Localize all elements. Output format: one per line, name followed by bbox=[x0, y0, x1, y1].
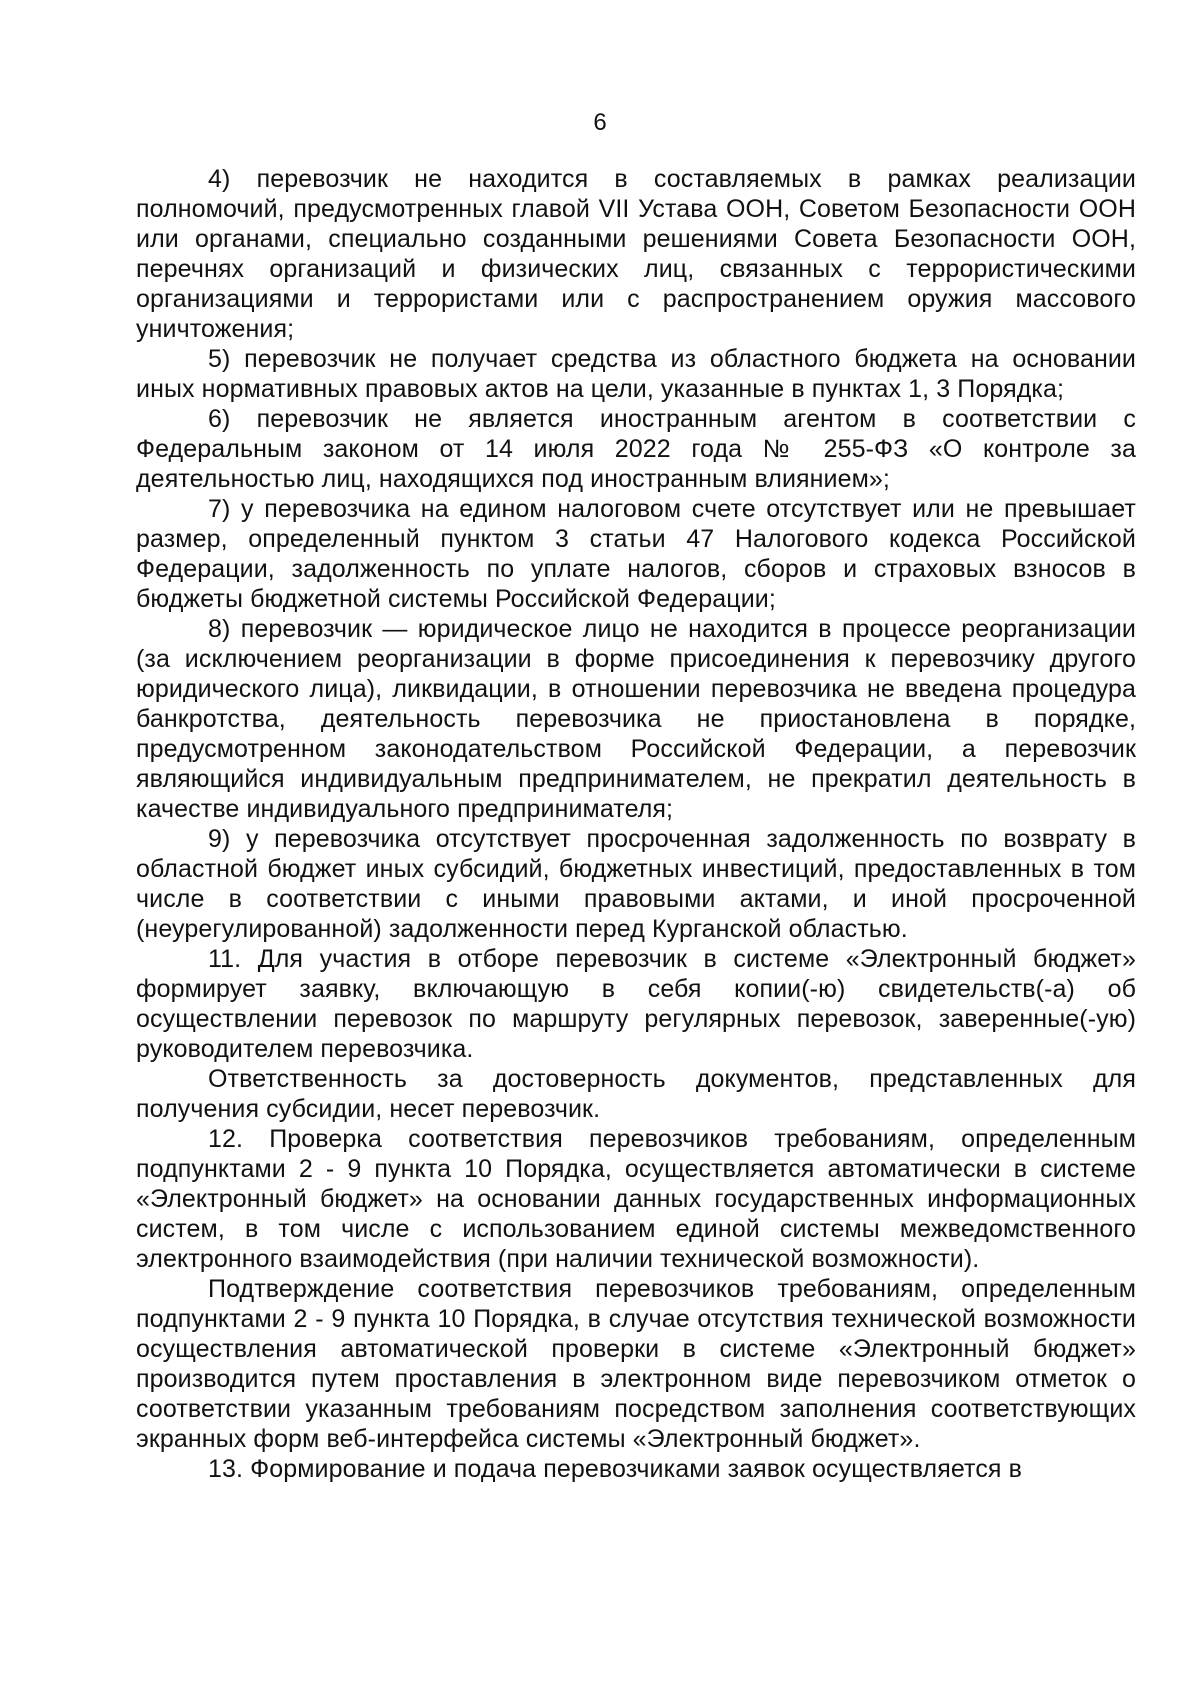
paragraph-clause-12: 12. Проверка соответствия перевозчиков требованиям, определенным подпунктами 2 - 9 пункта 10 Порядка, осуществляется автоматически в системе «Электронный бюджет» на основании данных государственных информационных систем, в том числе с использованием единой системы межведомственного электронного взаимодействия (при наличии технической возможности). bbox=[136, 1125, 1136, 1273]
paragraph-clause-13: 13. Формирование и подача перевозчиками заявок осуществляется в bbox=[208, 1455, 1022, 1483]
paragraph-item-8: 8) перевозчик — юридическое лицо не находится в процессе реорганизации (за исключением реорганизации в форме присоединения к перевозчику другого юридического лица), ликвидации, в отношении перевозчика не введена процедура банкротства, деятельность перевозчика не приостановлена в порядке, предусмотренном законодательством Российской Федерации, а перевозчик являющийся индивидуальным предпринимателем, не прекратил деятельность в качестве индивидуального предпринимателя; bbox=[136, 615, 1136, 823]
document-body bbox=[136, 164, 1136, 1484]
paragraph-item-9: 9) у перевозчика отсутствует просроченная задолженность по возврату в областной бюджет иных субсидий, бюджетных инвестиций, предоставленных в том числе в соответствии с иными правовыми актами, и иной просроченной (неурегулированной) задолженности перед Курганской областью. bbox=[136, 825, 1136, 943]
paragraph-clause-11: 11. Для участия в отборе перевозчик в системе «Электронный бюджет» формирует заявку, включающую в себя копии(-ю) свидетельств(-а) об осуществлении перевозок по маршруту регулярных перевозок, заверенные(-ую) руководителем перевозчика. bbox=[136, 945, 1136, 1063]
paragraph-item-5: 5) перевозчик не получает средства из областного бюджета на основании иных нормативных правовых актов на цели, указанные в пунктах 1, 3 Порядка; bbox=[136, 345, 1136, 403]
paragraph-item-6: 6) перевозчик не является иностранным агентом в соответствии с Федеральным законом от 14 июля 2022 года № 255-ФЗ «О контроле за деятельностью лиц, находящихся под иностранным влиянием»; bbox=[136, 405, 1136, 493]
paragraph-item-7: 7) у перевозчика на едином налоговом счете отсутствует или не превышает размер, определенный пунктом 3 статьи 47 Налогового кодекса Российской Федерации, задолженность по уплате налогов, сборов и страховых взносов в бюджеты бюджетной системы Российской Федерации; bbox=[136, 495, 1136, 613]
paragraph-responsibility: Ответственность за достоверность документов, представленных для получения субсидии, несет перевозчик. bbox=[136, 1065, 1136, 1123]
paragraph-confirmation: Подтверждение соответствия перевозчиков требованиям, определенным подпунктами 2 - 9 пункта 10 Порядка, в случае отсутствия технической возможности осуществления автоматической проверки в системе «Электронный бюджет» производится путем проставления в электронном виде перевозчиком отметок о соответствии указанным требованиям посредством заполнения соответствующих экранных форм веб-интерфейса системы «Электронный бюджет». bbox=[136, 1275, 1136, 1453]
page-number: 6 bbox=[593, 109, 607, 136]
paragraph-item-4: 4) перевозчик не находится в составляемых в рамках реализации полномочий, предусмотренных главой VII Устава ООН, Советом Безопасности ООН или органами, специально созданными решениями Совета Безопасности ООН, перечнях организаций и физических лиц, связанных с террористическими организациями и террористами или с распространением оружия массового уничтожения; bbox=[136, 165, 1136, 343]
